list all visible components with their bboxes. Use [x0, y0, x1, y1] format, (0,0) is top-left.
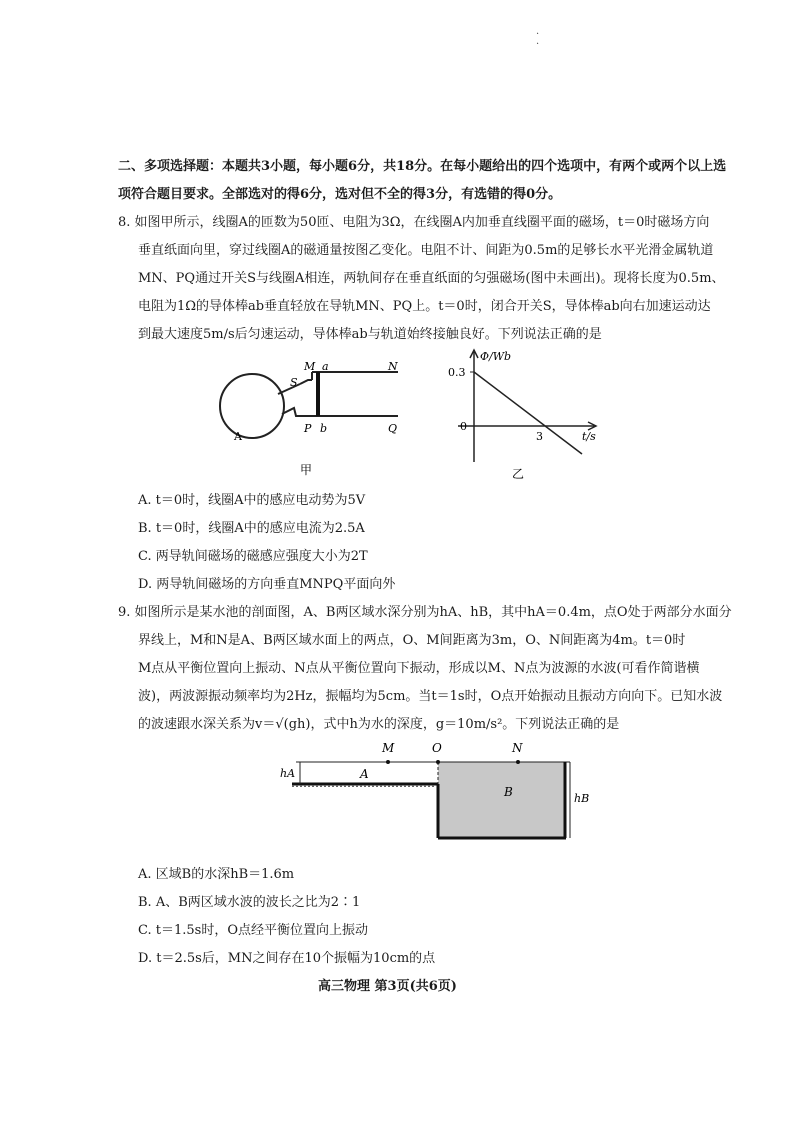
- label-hb: hB: [574, 792, 590, 805]
- q8-option-a: A. t＝0时，线圈A中的感应电动势为5V: [138, 493, 366, 508]
- q8-stem-line-4: 电阻为1Ω的导体棒ab垂直轻放在导轨MN、PQ上。t＝0时，闭合开关S，导体棒ab向右加速运动达: [138, 299, 711, 314]
- q8-figure-yi: [418, 344, 618, 484]
- label-coil-a: A: [234, 430, 242, 443]
- q9-pool-figure: [270, 738, 600, 850]
- label-region-b: B: [504, 785, 513, 799]
- section-header-line-2: 项符合题目要求。全部选对的得6分，选对但不全的得3分，有选错的得0分。: [118, 187, 562, 202]
- label-ha: hA: [280, 767, 296, 780]
- q8-option-b: B. t＝0时，线圈A中的感应电流为2.5A: [138, 521, 365, 536]
- label-o: O: [432, 741, 442, 755]
- q9-stem-line-1: 9. 如图所示是某水池的剖面图，A、B两区域水深分别为hA、hB，其中hA＝0.4m，点O处于两部分水面分: [118, 605, 732, 620]
- label-n: N: [388, 360, 398, 373]
- switch-s: [300, 380, 312, 384]
- q9-stem-line-4: 波)，两波源振动频率均为2Hz，振幅均为5cm。当t＝1s时，O点开始振动且振动方向向下。已知水波: [138, 689, 723, 704]
- q8-option-c: C. 两导轨间磁场的磁感应强度大小为2T: [138, 549, 368, 564]
- y-axis-label: Φ/Wb: [480, 350, 512, 363]
- label-p: P: [304, 422, 312, 435]
- point-o: [436, 760, 440, 764]
- q9-option-d: D. t＝2.5s后，MN之间存在10个振幅为10cm的点: [138, 951, 436, 966]
- q8-option-d: D. 两导轨间磁场的方向垂直MNPQ平面向外: [138, 577, 396, 592]
- region-b-water: [438, 762, 564, 838]
- page-footer: 高三物理 第3页(共6页): [318, 979, 457, 994]
- y-tick-label: 0.3: [448, 366, 466, 379]
- point-n: [516, 760, 520, 764]
- label-m: M: [304, 360, 316, 373]
- flux-line: [474, 372, 582, 454]
- point-m: [386, 760, 390, 764]
- label-m: M: [382, 741, 395, 755]
- q9-stem-line-3: M点从平衡位置向上振动、N点从平衡位置向下振动，形成以M、N点为波源的水波(可看作简谐横: [138, 661, 700, 676]
- caption-yi: 乙: [512, 467, 525, 481]
- coil-lead-lower: [282, 408, 312, 416]
- x-tick-label: 3: [536, 430, 543, 443]
- label-s: S: [290, 376, 298, 389]
- q8-stem-line-2: 垂直纸面向里，穿过线圈A的磁通量按图乙变化。电阻不计、间距为0.5m的足够长水平光滑金属轨道: [138, 243, 714, 258]
- label-a: a: [322, 360, 329, 373]
- scan-mark: · ·: [536, 29, 540, 50]
- q9-stem-line-5: 的波速跟水深关系为v＝√(gh)，式中h为水的深度，g＝10m/s²。下列说法正确的是: [138, 717, 620, 732]
- q8-stem-line-3: MN、PQ通过开关S与线圈A相连，两轨间存在垂直纸面的匀强磁场(图中未画出)。现将长度为0.5m、: [138, 271, 725, 286]
- q8-figure-jia: [212, 352, 412, 478]
- label-n: N: [512, 741, 523, 755]
- section-header-line-1: 二、多项选择题：本题共3小题，每小题6分，共18分。在每小题给出的四个选项中，有两个或两个以上选: [118, 159, 727, 174]
- label-b: b: [320, 422, 328, 435]
- q8-stem-line-5: 到最大速度5m/s后匀速运动，导体棒ab与轨道始终接触良好。下列说法正确的是: [138, 327, 602, 342]
- coil-a-circle: [220, 374, 284, 438]
- x-axis-label: t/s: [582, 430, 596, 443]
- label-q: Q: [388, 422, 398, 435]
- q8-stem-line-1: 8. 如图甲所示，线圈A的匝数为50匝、电阻为3Ω，在线圈A内加垂直线圈平面的磁场，t＝0时磁场方向: [118, 215, 710, 230]
- caption-jia: 甲: [300, 463, 313, 477]
- q9-option-c: C. t＝1.5s时，O点经平衡位置向上振动: [138, 923, 368, 938]
- q9-option-b: B. A、B两区域水波的波长之比为2∶1: [138, 895, 361, 910]
- q9-option-a: A. 区域B的水深hB＝1.6m: [138, 867, 295, 882]
- label-region-a: A: [360, 767, 369, 781]
- q9-stem-line-2: 界线上，M和N是A、B两区域水面上的两点，O、M间距离为3m，O、N间距离为4m。t＝0时: [138, 633, 686, 648]
- origin-label: 0: [460, 420, 467, 433]
